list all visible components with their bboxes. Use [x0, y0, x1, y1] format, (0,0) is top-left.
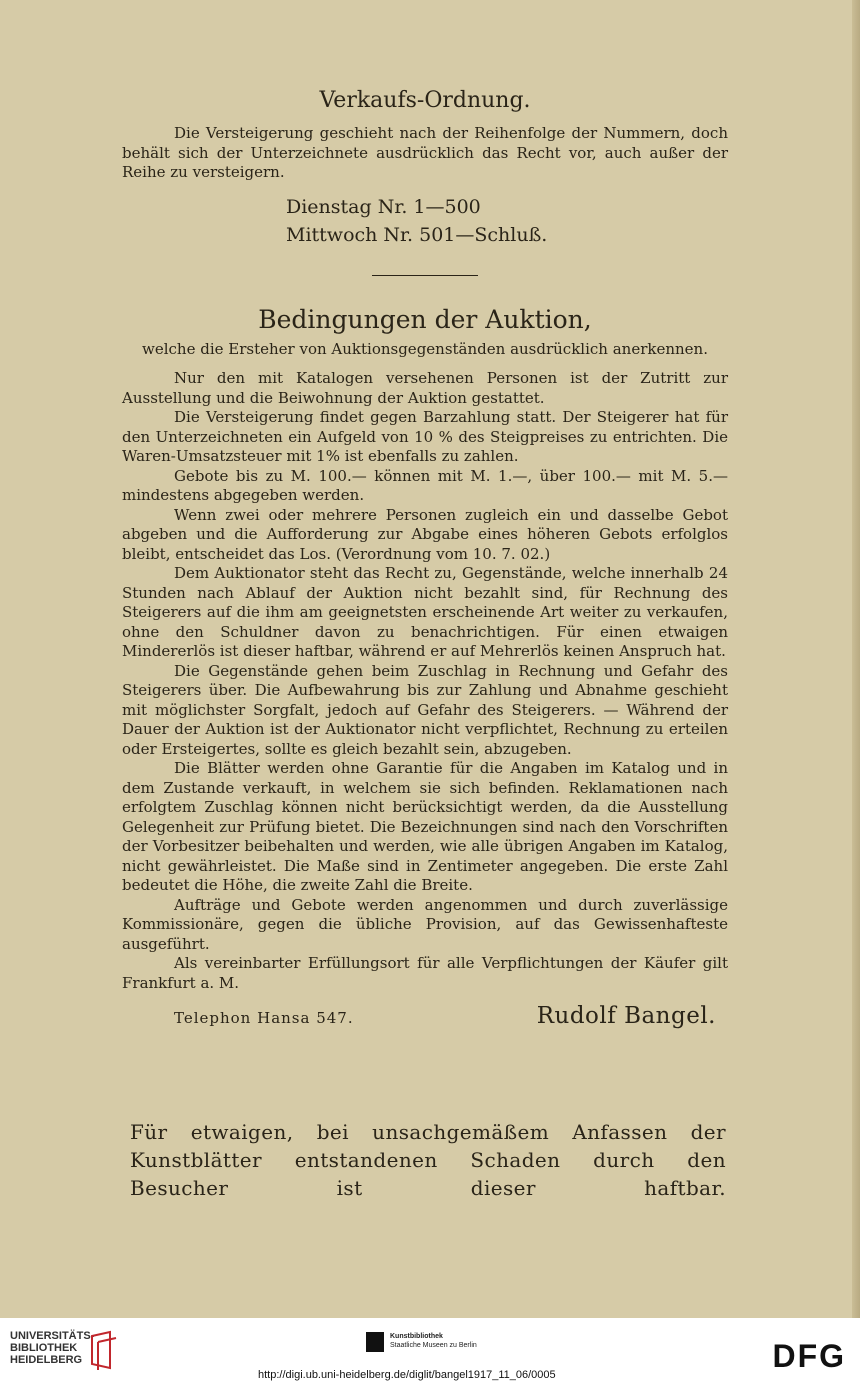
- condition-paragraph-2: Die Versteigerung findet gegen Barzahlung statt. Der Steigerer hat für den Unterzeichneten ein Aufgeld von 10 % des Steigpreises zu entrichten. Die Waren-Umsatzsteuer mit 1% ist ebenfalls zu zahlen.: [122, 408, 728, 465]
- kunstbibliothek-mark-icon: [366, 1332, 384, 1352]
- kunstbibliothek-name: Kunstbibliothek: [390, 1333, 443, 1340]
- university-line-2: BIBLIOTHEK: [10, 1342, 78, 1354]
- sales-order-heading: Verkaufs-Ordnung.: [319, 88, 531, 113]
- dfg-logo[interactable]: DFG: [772, 1338, 846, 1374]
- permalink-url[interactable]: http://digi.ub.uni-heidelberg.de/diglit/bangel1917_11_06/0005: [258, 1369, 556, 1381]
- condition-paragraph-8: Aufträge und Gebote werden angenommen und durch zuverlässige Kommissionäre, gegen die übliche Provision, auf das Gewissenhafteste ausgeführt.: [122, 895, 728, 953]
- condition-paragraph-4: Wenn zwei oder mehrere Personen zugleich ein und dasselbe Gebot abgeben und die Aufforderung zur Abgabe eines höheren Gebots erfolglos bleibt, entscheidet das Los. (Verordnung vom 10. 7. 02.): [122, 505, 728, 563]
- sales-order-text: Die Versteigerung geschieht nach der Reihenfolge der Nummern, doch behält sich der Unterzeichnete ausdrücklich das Recht vor, auch außer der Reihe zu versteigern.: [122, 124, 728, 181]
- condition-paragraph-3: Gebote bis zu M. 100.— können mit M. 1.—, über 100.— mit M. 5.— mindestens abgegeben werden.: [122, 466, 728, 504]
- university-line-3: HEIDELBERG: [10, 1354, 83, 1366]
- university-line-1: UNIVERSITÄTS-: [10, 1330, 95, 1342]
- kunstbibliothek-logo[interactable]: [366, 1332, 477, 1352]
- page-content: [122, 86, 728, 1029]
- university-library-logo[interactable]: [10, 1330, 94, 1366]
- kunstbibliothek-subtitle: Staatliche Museen zu Berlin: [390, 1342, 477, 1349]
- condition-paragraph-5: Dem Auktionator steht das Recht zu, Gegenstände, welche innerhalb 24 Stunden nach Ablauf der Auktion nicht bezahlt sind, für Rechnung des Steigerers auf die ihm am geeignetsten erscheinende Art weiter zu verkaufen, ohne den Schuldner davon zu benachrichtigen. Für einen etwaigen Mindererlös ist dieser haftbar, während er auf Mehrerlös keinen Anspruch hat.: [122, 564, 728, 660]
- kunstbibliothek-text: [390, 1332, 477, 1350]
- auction-day-wednesday: Mittwoch Nr. 501—Schluß.: [286, 223, 548, 246]
- digitization-footer: [0, 1318, 860, 1385]
- condition-paragraph-6: Die Gegenstände gehen beim Zuschlag in Rechnung und Gefahr des Steigerers über. Die Aufbewahrung bis zur Zahlung und Abnahme geschieht mit möglichster Sorgfalt, jedoch auf Gefahr des Steigerers. — Während der Dauer der Auktion ist der Auktionator nicht verpflichtet, Rechnung zu erteilen oder Ersteigertes, sollte es gleich bezahlt sein, abzugeben.: [122, 661, 728, 758]
- condition-paragraph-1: Nur den mit Katalogen versehenen Personen ist der Zutritt zur Ausstellung und die Beiwohnung der Auktion gestattet.: [122, 369, 728, 407]
- signer-name: Rudolf Bangel.: [536, 1003, 716, 1029]
- university-emblem-icon: [88, 1328, 118, 1372]
- conditions-heading: Bedingungen der Auktion,: [258, 304, 592, 334]
- page-edge-shadow: [852, 0, 860, 1318]
- section-divider: [372, 275, 478, 276]
- liability-note: Für etwaigen, bei unsachgemäßem Anfassen der Kunstblätter entstandenen Schaden durch den Besucher ist dieser haftbar.: [130, 1120, 726, 1200]
- auction-days: [286, 193, 728, 249]
- signature-row: [122, 1003, 728, 1029]
- conditions-subheading: welche die Ersteher von Auktionsgegenständen ausdrücklich anerkennen.: [142, 339, 708, 358]
- telephone-number: Telephon Hansa 547.: [174, 1009, 354, 1027]
- auction-day-tuesday: Dienstag Nr. 1—500: [286, 195, 481, 218]
- condition-paragraph-7: Die Blätter werden ohne Garantie für die Angaben im Katalog und in dem Zustande verkauft, in welchem sie sich befinden. Reklamationen nach erfolgtem Zuschlag können nicht berücksichtigt werden, da die Ausstellung Gelegenheit zur Prüfung bietet. Die Bezeichnungen sind nach den Vorschriften der Vorbesitzer beibehalten und werden, wie alle übrigen Angaben im Katalog, nicht gewährleistet. Die Maße sind in Zentimeter angegeben. Die erste Zahl bedeutet die Höhe, die zweite Zahl die Breite.: [122, 759, 728, 894]
- condition-paragraph-9: Als vereinbarter Erfüllungsort für alle Verpflichtungen der Käufer gilt Frankfurt a. M.: [122, 954, 728, 992]
